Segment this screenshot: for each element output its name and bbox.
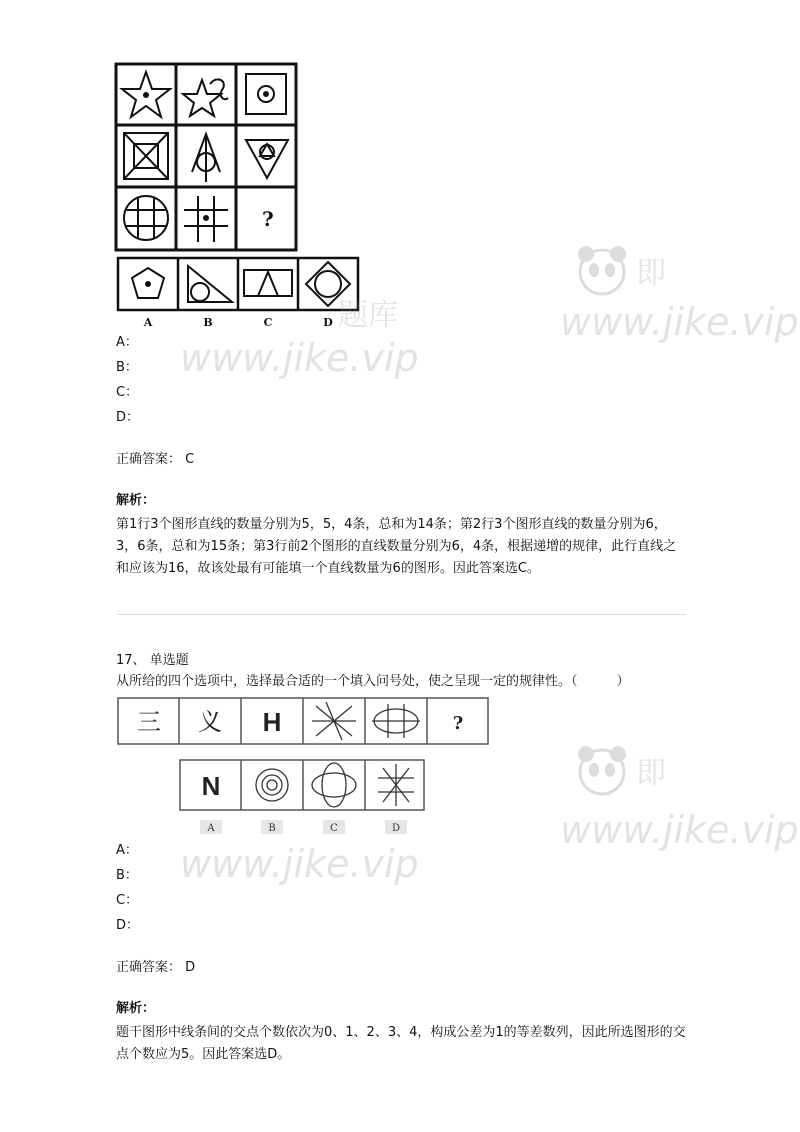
q16-option-c[interactable]: C： — [116, 385, 139, 400]
star-hook-shape — [183, 80, 221, 116]
circle-grid-shape — [124, 196, 168, 240]
watermark-site-bottom-left: www.jike.vip — [180, 842, 419, 886]
q17-options-strip — [178, 758, 428, 836]
option-d-diamond-circle — [306, 262, 350, 306]
q17-answer: 正确答案： D — [116, 960, 196, 975]
q16-options-strip — [116, 256, 360, 332]
question-divider — [116, 614, 686, 615]
q17-option-c[interactable]: C： — [116, 893, 139, 908]
option-c-crossed-ellipses — [312, 773, 356, 797]
q16-answer: 正确答案： C — [116, 452, 195, 467]
option-b-concentric-circles — [256, 769, 288, 801]
watermark-cn-library-top: 题库 — [338, 298, 398, 333]
option-a-char-n: N — [201, 771, 221, 801]
panda-watermark-icon — [572, 240, 632, 300]
q16-puzzle-grid — [114, 62, 298, 252]
q16-option-letter-d: D — [323, 316, 333, 329]
q17-analysis-title: 解析： — [116, 1001, 156, 1016]
q17-option-letter-d: D — [391, 823, 401, 834]
q17-option-letter-b: B — [268, 823, 276, 834]
q17-option-letter-c: C — [330, 823, 338, 834]
seq-char-h: H — [262, 707, 282, 737]
q17-option-a[interactable]: A： — [116, 843, 138, 858]
watermark-site-top-left: www.jike.vip — [180, 336, 419, 380]
q16-option-d[interactable]: D： — [116, 410, 140, 425]
watermark-site-bottom-right: www.jike.vip — [560, 808, 799, 852]
q16-option-letter-a: A — [143, 316, 153, 329]
watermark-cn-bottom: 即 — [636, 756, 666, 791]
q17-sequence-row — [116, 696, 490, 748]
q16-analysis: 第1行3个图形直线的数量分别为5，5，4条，总和为14条；第2行3个图形直线的数量分别为6，3，6条，总和为15条；第3行前2个图形的直线数量分别为6，4条，根据递增的规律，此行直线之和应该为16，故该处最有可能填一个直线数量为6的图形。因此答案选C。 — [116, 517, 677, 576]
q17-header: 17、 单选题 — [116, 653, 189, 668]
q17-analysis: 题干图形中线条间的交点个数依次为0、1、2、3、4，构成公差为1的等差数列，因此所选图形的交点个数应为5。因此答案选D。 — [116, 1025, 686, 1062]
q17-question-mark: ? — [452, 713, 464, 734]
q16-analysis-title: 解析： — [116, 493, 156, 508]
q17-question: 从所给的四个选项中，选择最合适的一个填入问号处，使之呈现一定的规律性。（ ） — [116, 674, 630, 689]
question-mark: ? — [262, 207, 274, 231]
panda-watermark-icon-lower — [572, 740, 632, 800]
q17-option-letter-a: A — [207, 823, 215, 834]
seq-char-yi: 义 — [198, 708, 222, 736]
q16-option-a[interactable]: A： — [116, 335, 138, 350]
q17-option-b[interactable]: B： — [116, 868, 138, 883]
q17-option-d[interactable]: D： — [116, 918, 140, 933]
watermark-cn-top: 即 — [636, 256, 666, 291]
q16-option-letter-c: C — [263, 316, 273, 329]
q16-option-b[interactable]: B： — [116, 360, 138, 375]
q16-option-letter-b: B — [203, 316, 213, 329]
seq-char-san: 三 — [137, 708, 161, 736]
watermark-site-top-right: www.jike.vip — [560, 300, 799, 344]
